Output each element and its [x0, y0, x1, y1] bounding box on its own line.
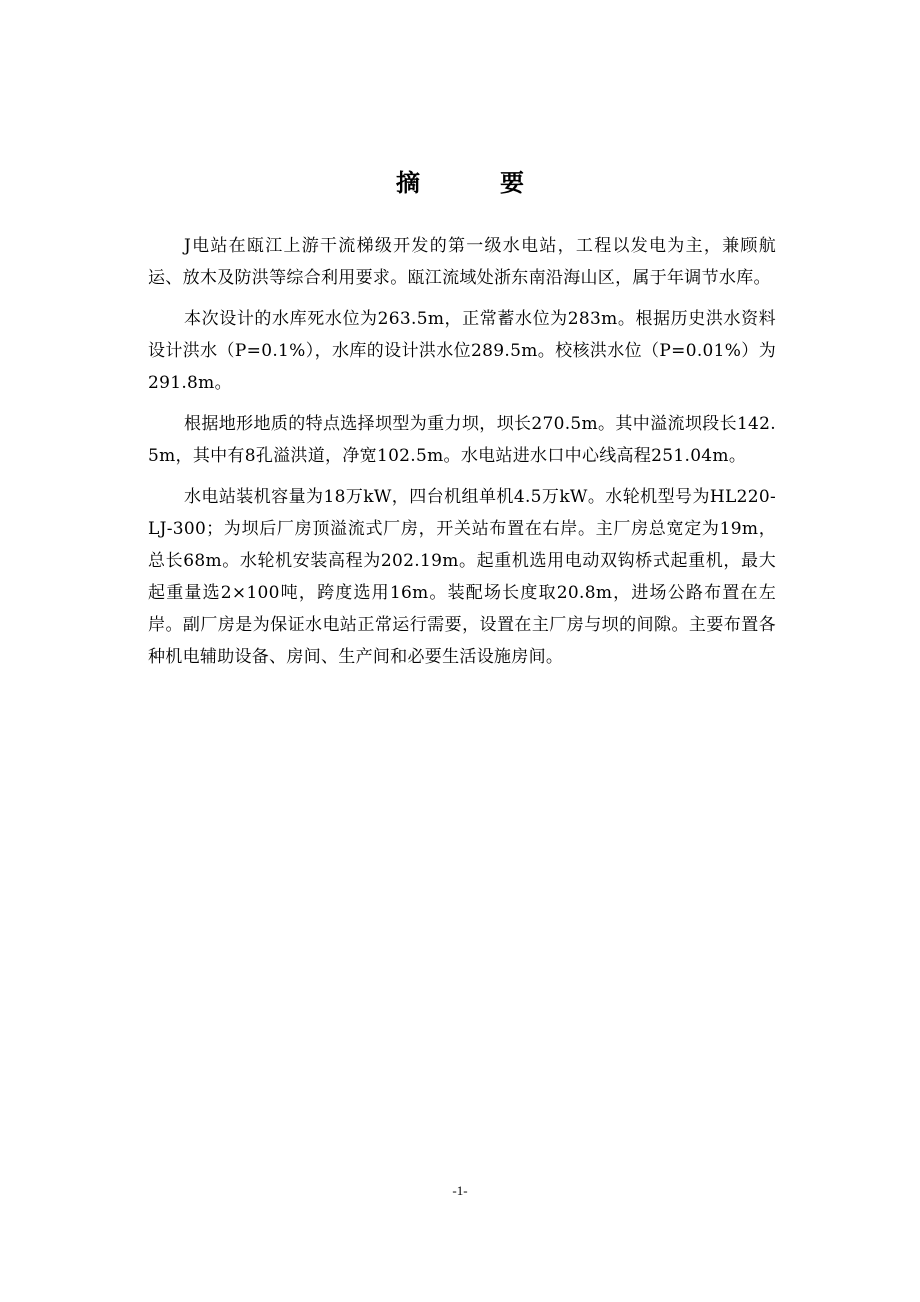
paragraph-dam: 根据地形地质的特点选择坝型为重力坝，坝长270.5m。其中溢流坝段长142.5m，其中有8孔溢洪道，净宽102.5m。水电站进水口中心线高程251.04m。: [148, 414, 776, 466]
abstract-body: [148, 230, 776, 682]
page-title: 摘 要: [396, 169, 552, 197]
paragraph-water-levels: 本次设计的水库死水位为263.5m，正常蓄水位为283m。根据历史洪水资料设计洪水（P=0.1%），水库的设计洪水位289.5m。校核洪水位（P=0.01%）为291.8m。: [148, 309, 776, 393]
page-number: -1-: [452, 1183, 468, 1198]
paragraph-overview: J电站在瓯江上游干流梯级开发的第一级水电站，工程以发电为主，兼顾航运、放木及防洪等综合利用要求。瓯江流域处浙东南沿海山区，属于年调节水库。: [148, 236, 776, 288]
paragraph-powerhouse: 水电站装机容量为18万kW，四台机组单机4.5万kW。水轮机型号为HL220-LJ-300；为坝后厂房顶溢流式厂房，开关站布置在右岸。主厂房总宽定为19m，总长68m。水轮机安装高程为202.19m。起重机选用电动双钩桥式起重机，最大起重量选2×100吨，跨度选用16m。装配场长度取20.8m，进场公路布置在左岸。副厂房是为保证水电站正常运行需要，设置在主厂房与坝的间隙。主要布置各种机电辅助设备、房间、生产间和必要生活设施房间。: [148, 487, 776, 667]
